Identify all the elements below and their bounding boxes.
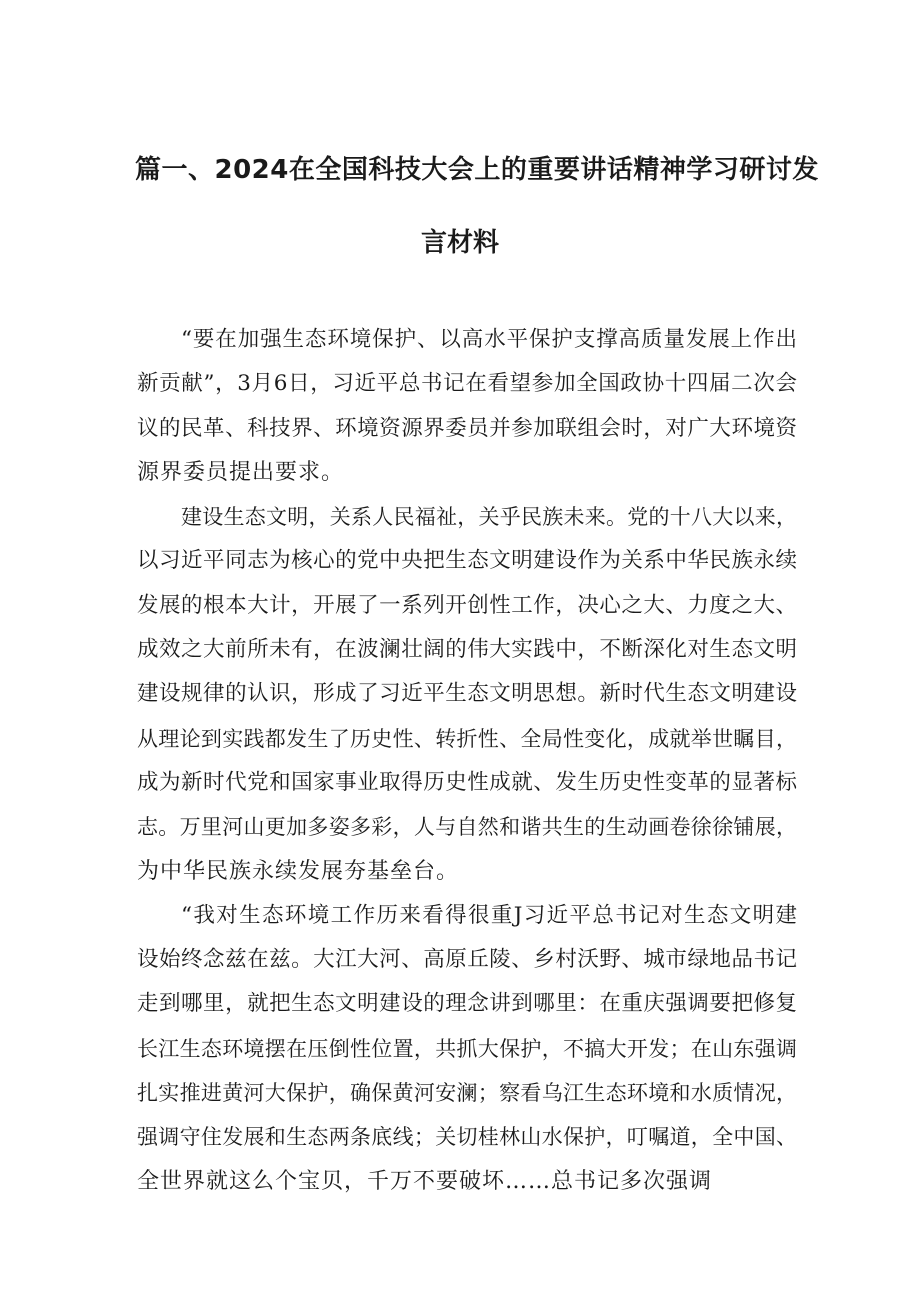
text-line: 建设规律的认识，形成了习近平生态文明思想。新时代生态文明建设	[137, 681, 797, 707]
text-line: 长江生态环境摆在压倒性位置，共抓大保护，不搞大开发；在山东强调	[137, 1036, 797, 1061]
text-line: 设始终念兹在兹。大江大河、高原丘陵、乡村沃野、城市绿地品书记	[137, 947, 797, 973]
document-title-line-1: 篇一、2024在全国科技大会上的重要讲话精神学习研讨发	[135, 155, 819, 185]
document-title-line-2: 言材料	[420, 228, 499, 258]
text-line: 发展的根本大计，开展了一系列开创性工作，决心之大、力度之大、	[137, 592, 797, 618]
text-line: 源界委员提出要求。	[137, 459, 345, 485]
text-line: 扎实推进黄河大保护，确保黄河安澜；察看乌江生态环境和水质情况，	[137, 1081, 797, 1106]
text-line: 成为新时代党和国家事业取得历史性成就、发生历史性变革的显著标	[137, 769, 797, 795]
paragraph-1	[137, 318, 797, 495]
text-line: 以习近平同志为核心的党中央把生态文明建设作为关系中华民族永续	[137, 548, 797, 574]
text-line: 全世界就这么个宝贝，千万不要破坏……总书记多次强调	[137, 1168, 713, 1194]
text-line: 志。万里河山更加多姿多彩，人与自然和谐共生的生动画卷徐徐铺展，	[137, 815, 797, 840]
text-line: 议的民革、科技界、环境资源界委员并参加联组会时，对广大环境资	[137, 415, 797, 441]
document-body	[137, 318, 797, 1204]
paragraph-3	[137, 894, 797, 1204]
text-line: 新贡献”，3月6日，习近平总书记在看望参加全国政协十四届二次会	[137, 371, 797, 397]
text-line: 建设生态文明，关系人民福祉，关乎民族未来。党的十八大以来，	[181, 505, 797, 530]
text-line: 为中华民族永续发展夯基垒台。	[137, 858, 460, 884]
text-line: 成效之大前所未有，在波澜壮阔的伟大实践中，不断深化对生态文明	[137, 637, 797, 663]
text-line: 走到哪里，就把生态文明建设的理念讲到哪里：在重庆强调要把修复	[137, 991, 797, 1017]
text-line: 强调守住发展和生态两条底线；关切桂林山水保护，叮嘱道，全中国、	[137, 1125, 797, 1150]
text-line: “我对生态环境工作历来看得很重J习近平总书记对生态文明建	[181, 902, 797, 928]
paragraph-2	[137, 495, 797, 894]
text-line: 从理论到实践都发生了历史性、转折性、全局性变化，成就举世瞩目，	[137, 726, 797, 751]
text-line: “要在加强生态环境保护、以高水平保护支撑高质量发展上作出	[181, 327, 797, 352]
